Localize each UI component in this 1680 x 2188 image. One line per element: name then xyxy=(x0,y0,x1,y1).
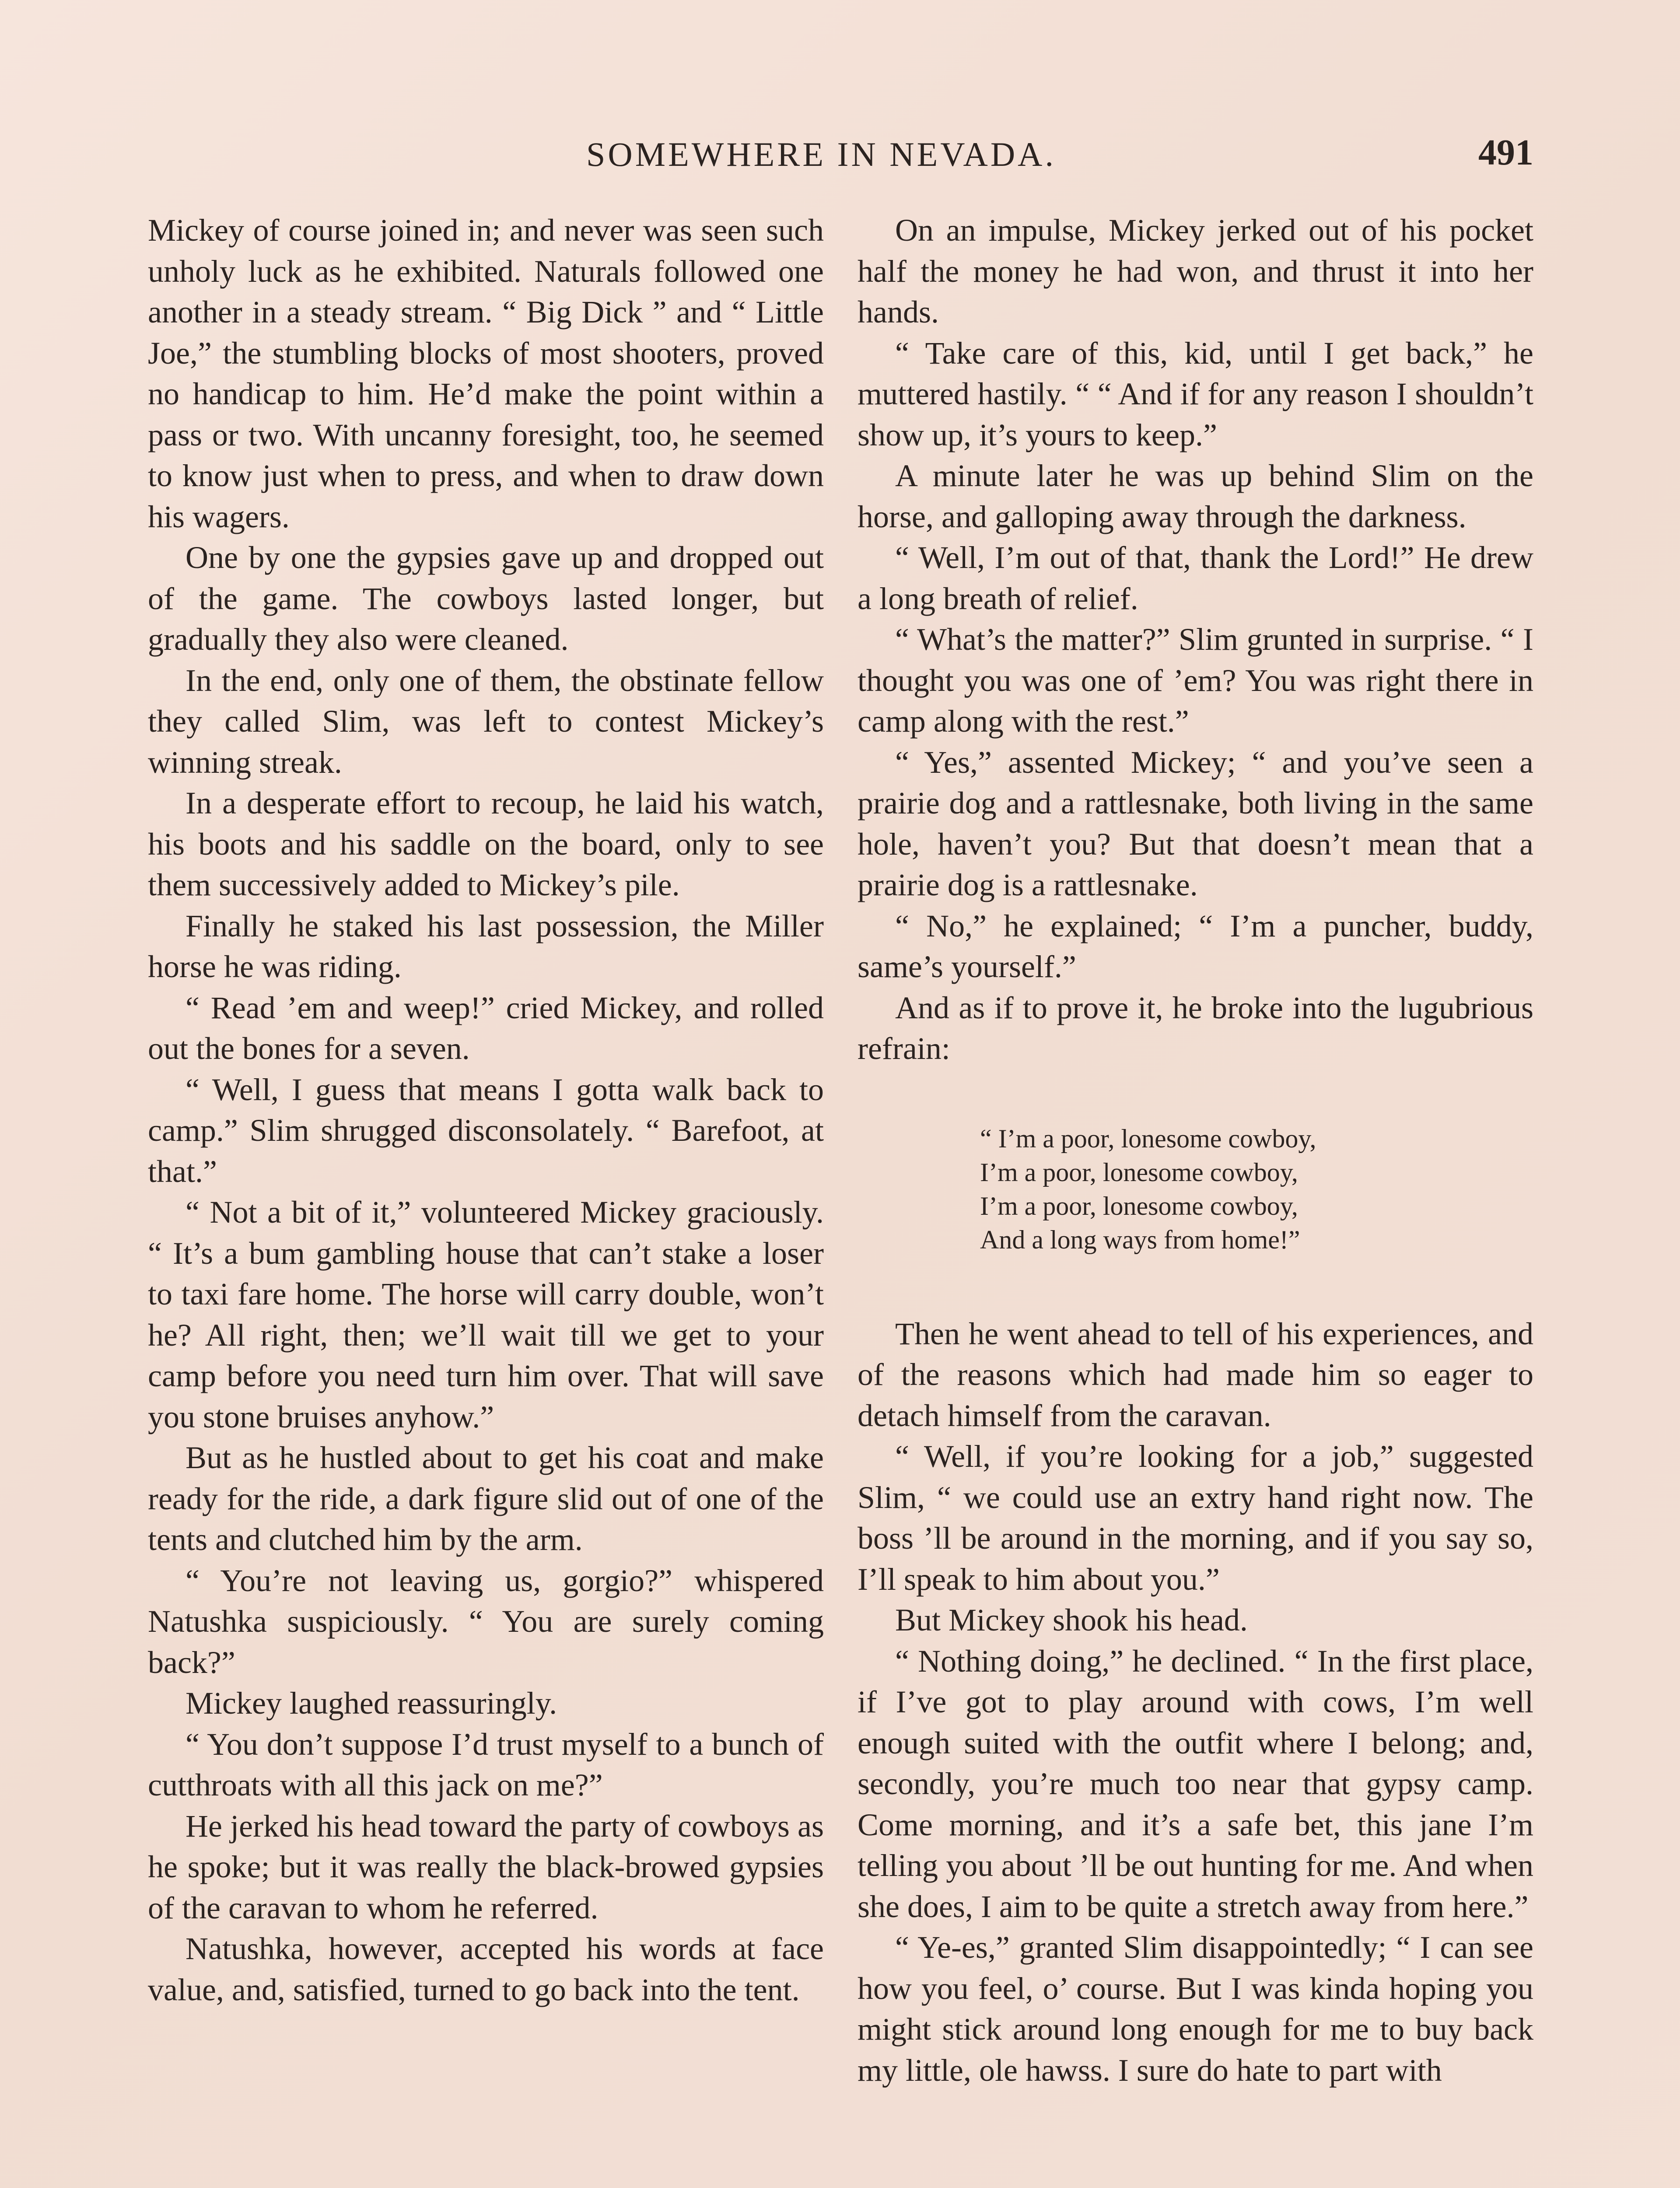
left-column xyxy=(148,210,824,2010)
paragraph: And as if to prove it, he broke into the lugubrious refrain: xyxy=(858,990,1533,1066)
paragraph: “ No,” he explained; “ I’m a puncher, buddy, same’s yourself.” xyxy=(858,908,1533,984)
paragraph: “ What’s the matter?” Slim grunted in surprise. “ I thought you was one of ’em? You was right there in camp along with the rest.” xyxy=(858,622,1533,739)
paragraph: “ Well, if you’re looking for a job,” suggested Slim, “ we could use an extry hand right now. The boss ’ll be around in the morning, and if you say so, I’ll speak to him about you.” xyxy=(858,1439,1533,1597)
verse-line: “ I’m a poor, lonesome cowboy, xyxy=(980,1124,1316,1153)
right-column xyxy=(858,210,1533,2091)
paragraph: Finally he staked his last possession, the Miller horse he was riding. xyxy=(148,908,824,984)
paragraph: “ Yes,” assented Mickey; “ and you’ve seen a prairie dog and a rattlesnake, both living in the same hole, haven’t you? But that doesn’t mean that a prairie dog is a rattlesnake. xyxy=(858,744,1533,902)
paragraph: “ Ye-es,” granted Slim disappointedly; “ I can see how you feel, o’ course. But I was kinda hoping you might stick around long enough for me to buy back my little, ole hawss. I sure do hate to part with xyxy=(858,1930,1533,2088)
verse-line: I’m a poor, lonesome cowboy, xyxy=(980,1157,1298,1187)
paragraph: He jerked his head toward the party of cowboys as he spoke; but it was really the black-browed gypsies of the caravan to whom he referred. xyxy=(148,1808,824,1925)
running-head: SOMEWHERE IN NEVADA. xyxy=(586,135,1057,173)
paragraph: “ Well, I’m out of that, thank the Lord!” He drew a long breath of relief. xyxy=(858,540,1533,616)
paragraph: Natushka, however, accepted his words at face value, and, satisfied, turned to go back into the tent. xyxy=(148,1931,824,2007)
paragraph: One by one the gypsies gave up and dropped out of the game. The cowboys lasted longer, but gradually they also were cleaned. xyxy=(148,540,824,657)
paragraph: On an impulse, Mickey jerked out of his pocket half the money he had won, and thrust it into her hands. xyxy=(858,213,1533,330)
paragraph: Then he went ahead to tell of his experiences, and of the reasons which had made him so eager to detach himself from the caravan. xyxy=(858,1316,1533,1433)
paragraph: But as he hustled about to get his coat and make ready for the ride, a dark figure slid out of one of the tents and clutched him by the arm. xyxy=(148,1440,824,1557)
paragraph: A minute later he was up behind Slim on the horse, and galloping away through the darkness. xyxy=(858,458,1533,534)
paragraph: “ You don’t suppose I’d trust myself to a bunch of cutthroats with all this jack on me?” xyxy=(148,1726,824,1802)
paragraph: In a desperate effort to recoup, he laid his watch, his boots and his saddle on the board, only to see them successively added to Mickey’s pile. xyxy=(148,785,824,902)
paragraph: “ Nothing doing,” he declined. “ In the first place, if I’ve got to play around with cows, I’m well enough suited with the outfit where I belong; and, secondly, you’re much too near that gypsy camp. Come morning, and it’s a safe bet, this jane I’m telling you about ’ll be out hunting for me. And when she does, I aim to be quite a stretch away from here.” xyxy=(858,1643,1533,1924)
paragraph: Mickey of course joined in; and never was seen such unholy luck as he exhibited. Naturals followed one another in a steady stream. “ Big Dick ” and “ Little Joe,” the stumbling blocks of most shooters, proved no handicap to him. He’d make the point within a pass or two. With uncanny foresight, too, he seemed to know just when to press, and when to draw down his wagers. xyxy=(148,213,824,534)
verse-line: And a long ways from home!” xyxy=(980,1225,1300,1254)
verse-line: I’m a poor, lonesome cowboy, xyxy=(980,1191,1298,1220)
paragraph: “ Well, I guess that means I gotta walk back to camp.” Slim shrugged disconsolately. “ Barefoot, at that.” xyxy=(148,1072,824,1189)
paragraph: “ Read ’em and weep!” cried Mickey, and rolled out the bones for a seven. xyxy=(148,990,824,1066)
paragraph: Mickey laughed reassuringly. xyxy=(186,1686,557,1721)
paragraph: “ You’re not leaving us, gorgio?” whispered Natushka suspiciously. “ You are surely coming back?” xyxy=(148,1563,824,1680)
paragraph: “ Not a bit of it,” volunteered Mickey graciously. “ It’s a bum gambling house that can’t stake a loser to taxi fare home. The horse will carry double, won’t he? All right, then; we’ll wait till we get to your camp before you need turn him over. That will save you stone bruises anyhow.” xyxy=(148,1195,824,1434)
page-number: 491 xyxy=(1478,132,1533,173)
paragraph: “ Take care of this, kid, until I get back,” he muttered hastily. “ “ And if for any reason I shouldn’t show up, it’s yours to keep.” xyxy=(858,335,1533,452)
song-verse xyxy=(980,1122,1533,1257)
paragraph: In the end, only one of them, the obstinate fellow they called Slim, was left to contest Mickey’s winning streak. xyxy=(148,663,824,780)
paragraph: But Mickey shook his head. xyxy=(895,1602,1248,1637)
